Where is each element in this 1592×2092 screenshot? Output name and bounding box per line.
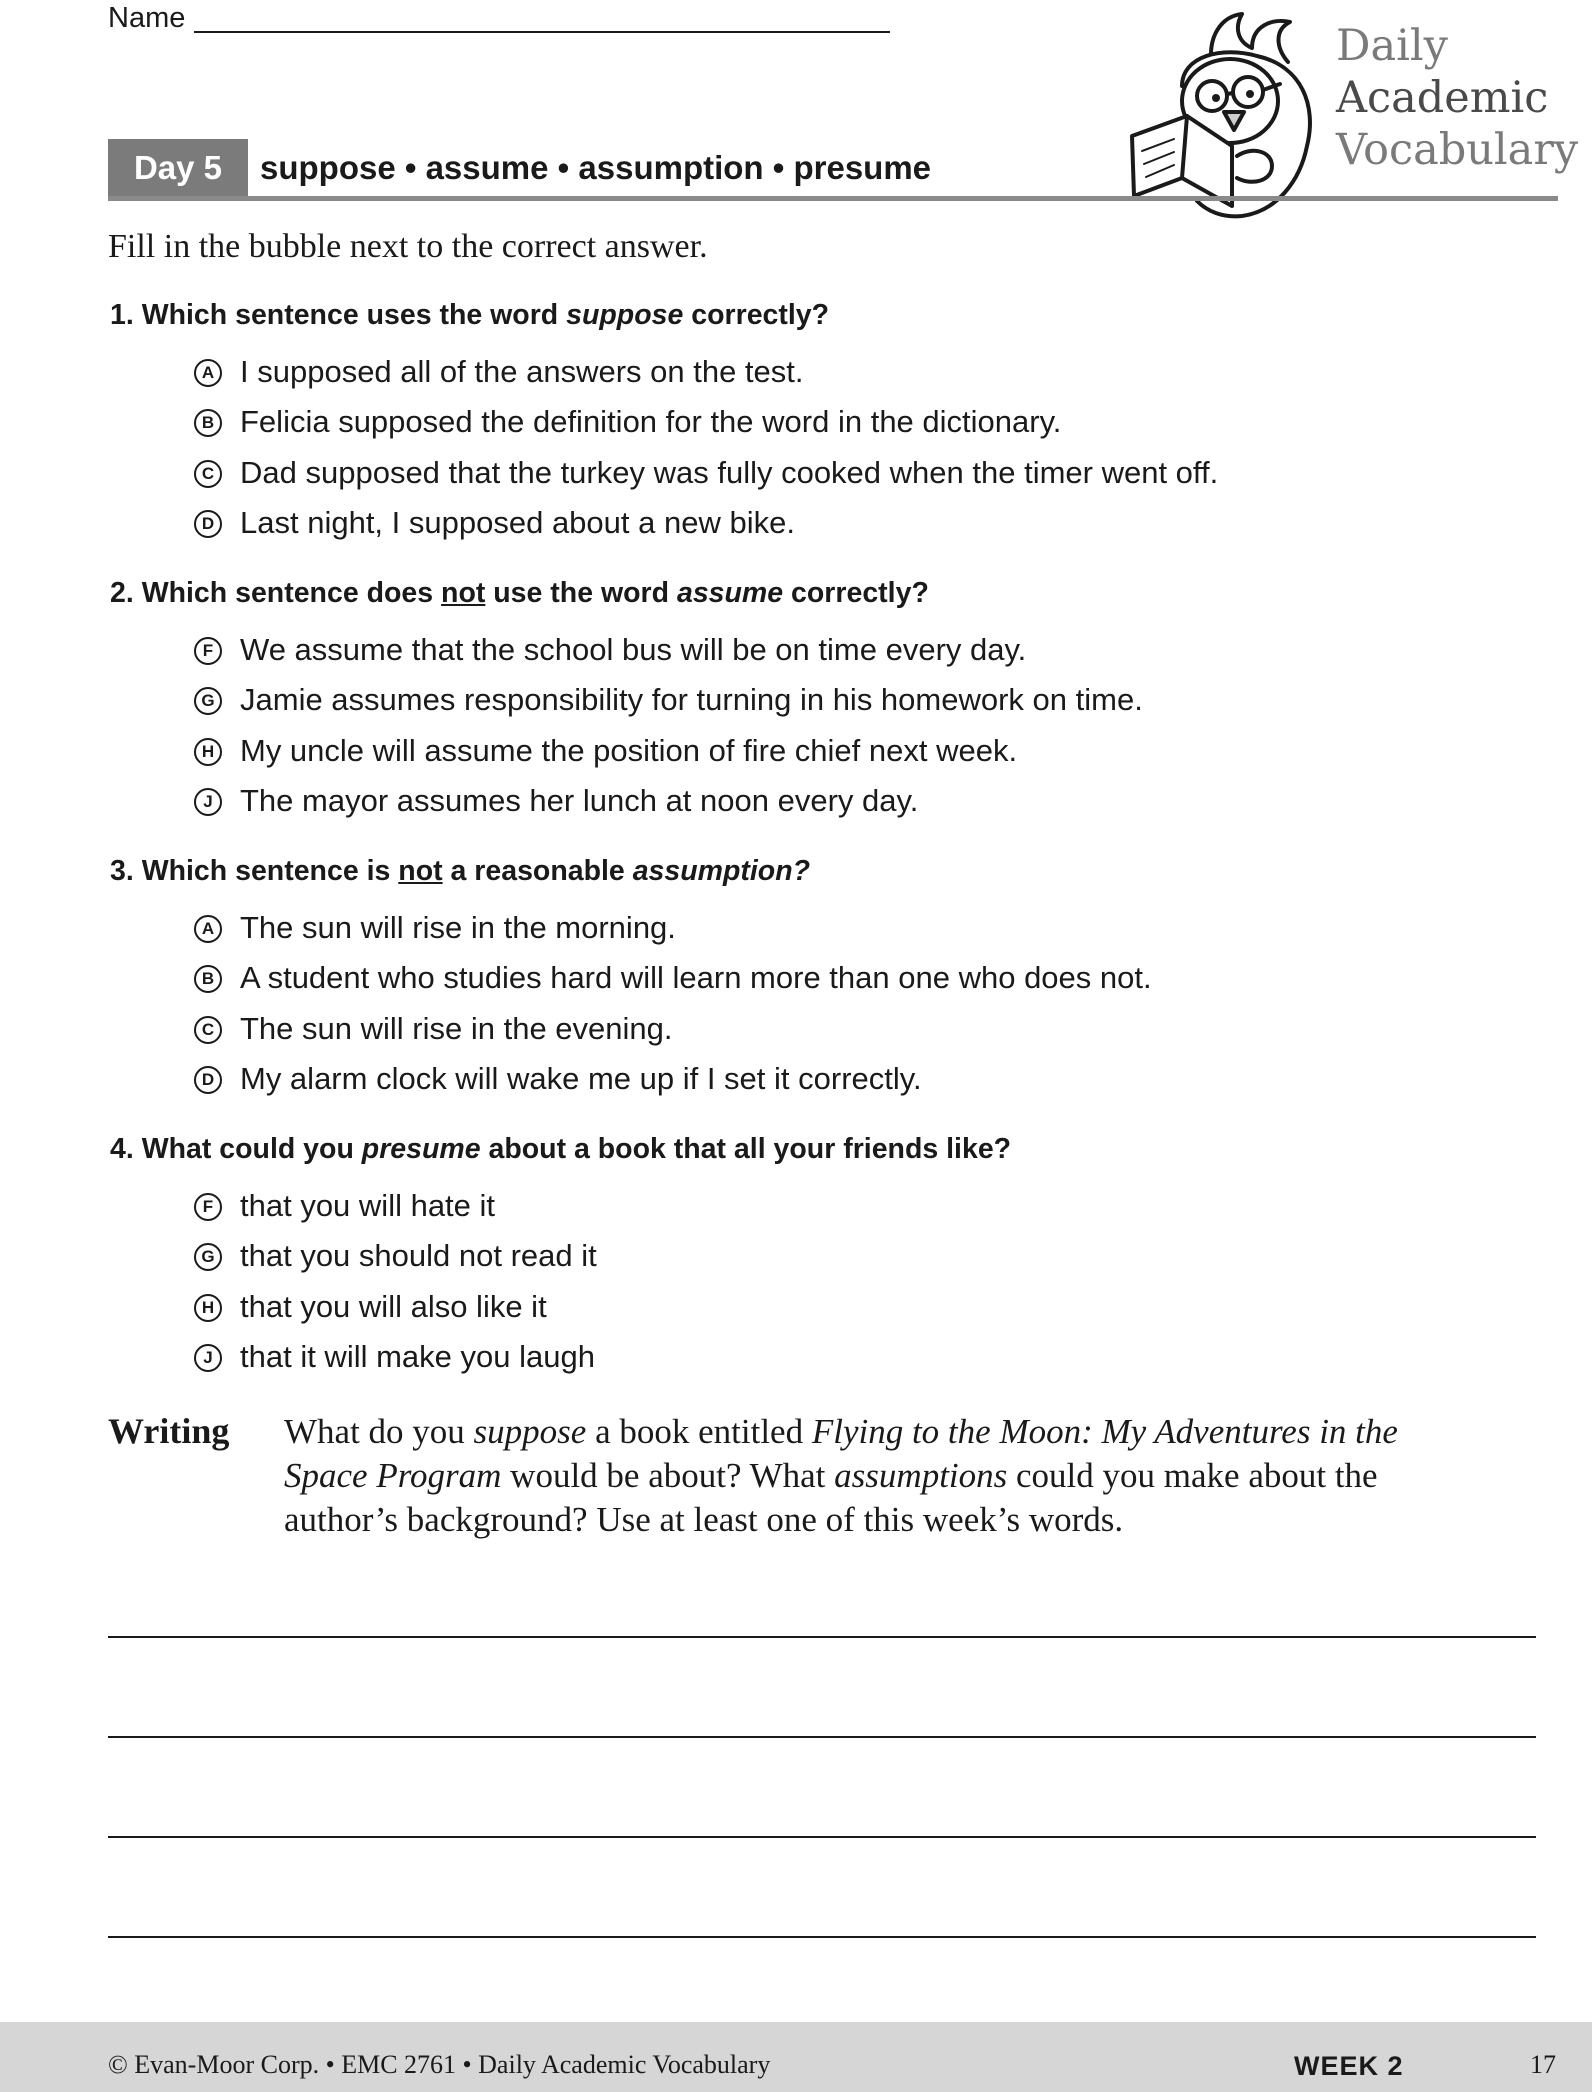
brand-title: [1336, 20, 1578, 176]
writing-line[interactable]: [108, 1836, 1536, 1838]
option-1c[interactable]: C Dad supposed that the turkey was fully cooked when the timer went off.: [194, 455, 1218, 491]
option-3d[interactable]: D My alarm clock will wake me up if I set it correctly.: [194, 1061, 922, 1097]
answer-bubble[interactable]: G: [194, 687, 222, 715]
option-1b[interactable]: B Felicia supposed the definition for the word in the dictionary.: [194, 404, 1061, 440]
option-4g[interactable]: G that you should not read it: [194, 1238, 597, 1274]
answer-bubble[interactable]: J: [194, 788, 222, 816]
option-2g[interactable]: G Jamie assumes responsibility for turning in his homework on time.: [194, 682, 1143, 718]
name-label: Name: [108, 2, 186, 34]
option-2f[interactable]: F We assume that the school bus will be on time every day.: [194, 632, 1026, 668]
day-badge: Day 5: [108, 139, 248, 197]
option-2h[interactable]: H My uncle will assume the position of fire chief next week.: [194, 733, 1017, 769]
option-1d[interactable]: D Last night, I supposed about a new bike.: [194, 505, 795, 541]
answer-bubble[interactable]: A: [194, 359, 222, 387]
answer-bubble[interactable]: F: [194, 1193, 222, 1221]
question-1: 1. Which sentence uses the word suppose correctly?: [110, 299, 830, 331]
answer-bubble[interactable]: H: [194, 1294, 222, 1322]
writing-line[interactable]: [108, 1736, 1536, 1738]
brand-line-3: Vocabulary: [1336, 125, 1579, 175]
page-number: 17: [1530, 2050, 1556, 2079]
answer-bubble[interactable]: H: [194, 738, 222, 766]
option-2j[interactable]: J The mayor assumes her lunch at noon every day.: [194, 783, 918, 819]
writing-line[interactable]: [108, 1636, 1536, 1638]
writing-prompt: What do you suppose a book entitled Flying to the Moon: My Adventures in the Space Program would be about? What assumptions could you make about the author’s background? Use at least one of this week’s words.: [284, 1412, 1398, 1539]
writing-line[interactable]: [108, 1936, 1536, 1938]
option-1a[interactable]: A I supposed all of the answers on the test.: [194, 354, 804, 390]
instructions: Fill in the bubble next to the correct answer.: [108, 228, 708, 265]
answer-bubble[interactable]: D: [194, 1066, 222, 1094]
answer-bubble[interactable]: G: [194, 1243, 222, 1271]
brand-line-2: Academic: [1336, 73, 1549, 123]
option-3b[interactable]: B A student who studies hard will learn more than one who does not.: [194, 960, 1152, 996]
answer-bubble[interactable]: D: [194, 510, 222, 538]
question-2: 2. Which sentence does not use the word assume correctly?: [110, 577, 929, 609]
brand-line-1: Daily: [1336, 21, 1448, 71]
option-4f[interactable]: F that you will hate it: [194, 1188, 495, 1224]
option-4h[interactable]: H that you will also like it: [194, 1289, 547, 1325]
question-4: 4. What could you presume about a book that all your friends like?: [110, 1133, 1012, 1165]
writing-label: Writing: [108, 1411, 230, 1451]
footer-week: WEEK 2: [1294, 2051, 1404, 2081]
answer-bubble[interactable]: C: [194, 1016, 222, 1044]
option-3a[interactable]: A The sun will rise in the morning.: [194, 910, 676, 946]
name-line[interactable]: [194, 31, 890, 33]
answer-bubble[interactable]: B: [194, 409, 222, 437]
vocabulary-words: suppose • assume • assumption • presume: [260, 149, 932, 186]
answer-bubble[interactable]: F: [194, 637, 222, 665]
question-3: 3. Which sentence is not a reasonable assumption?: [110, 855, 811, 887]
answer-bubble[interactable]: J: [194, 1344, 222, 1372]
header-rule: [108, 196, 1558, 201]
owl-reading-icon: [1112, 6, 1337, 224]
option-4j[interactable]: J that it will make you laugh: [194, 1339, 595, 1375]
answer-bubble[interactable]: A: [194, 915, 222, 943]
answer-bubble[interactable]: C: [194, 460, 222, 488]
footer-copyright: © Evan-Moor Corp. • EMC 2761 • Daily Academic Vocabulary: [108, 2050, 771, 2079]
option-3c[interactable]: C The sun will rise in the evening.: [194, 1011, 673, 1047]
answer-bubble[interactable]: B: [194, 965, 222, 993]
